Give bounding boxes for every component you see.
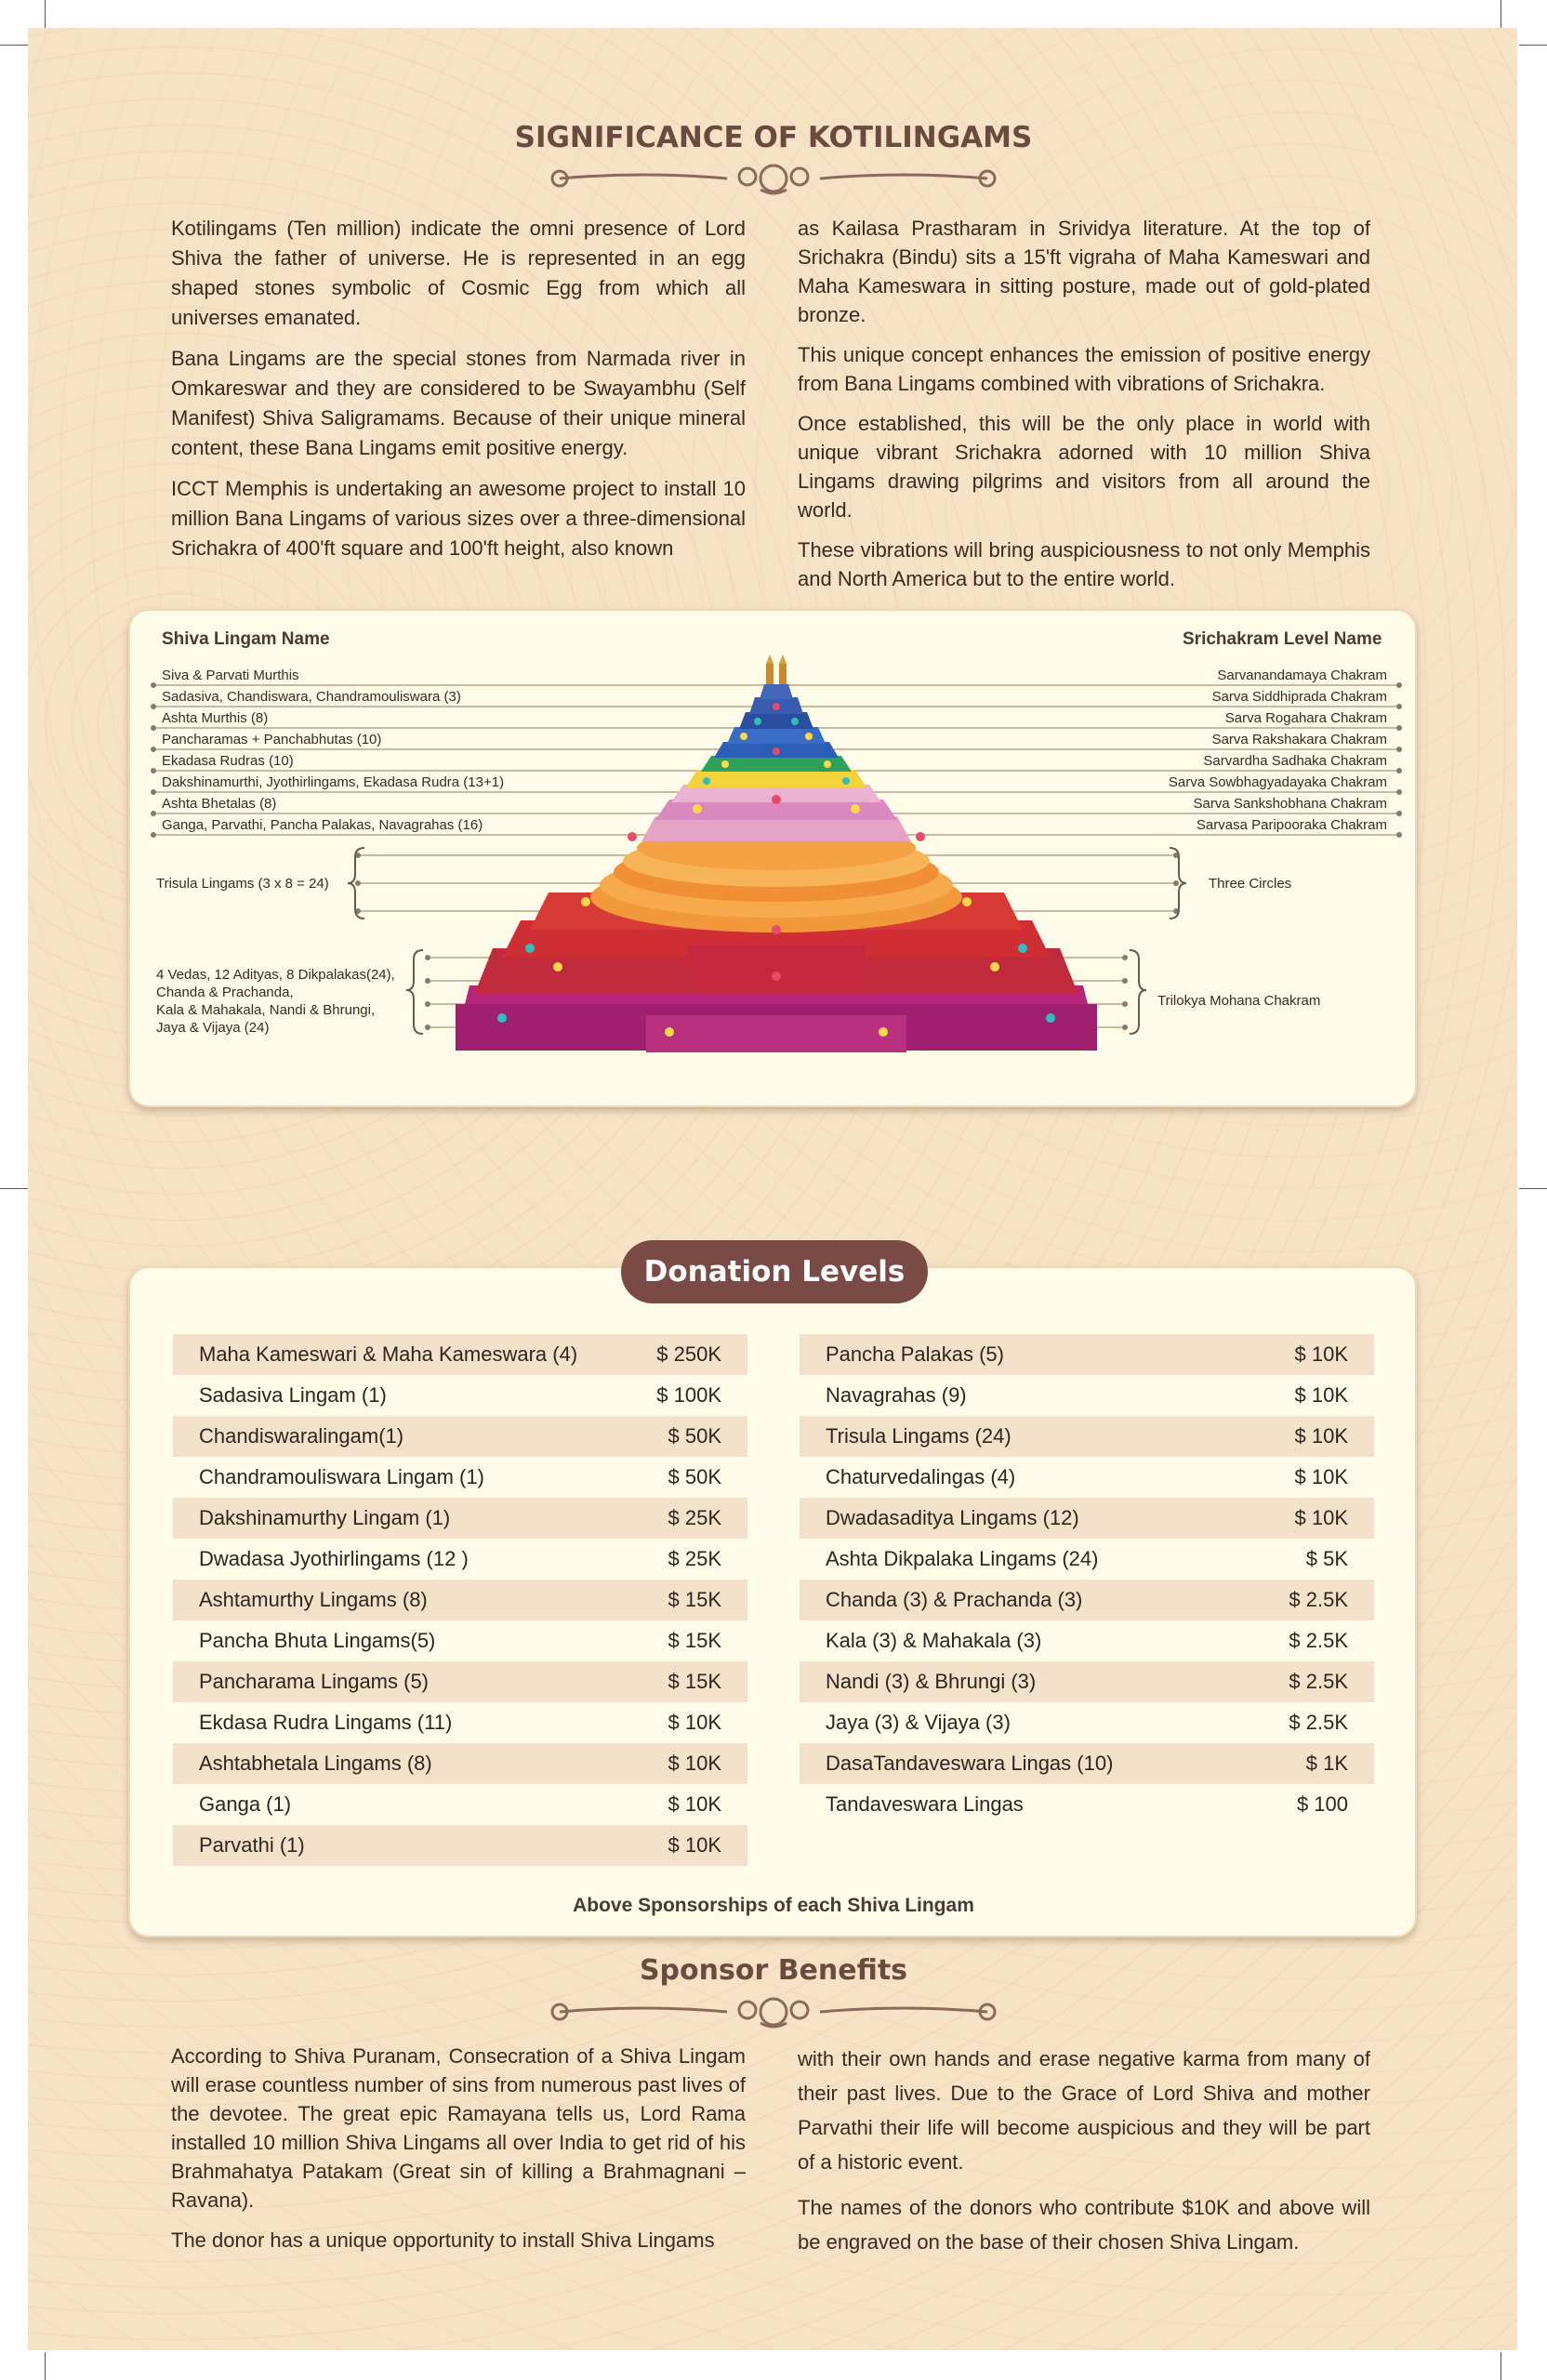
table-row <box>800 1416 1374 1457</box>
sponsorship-name: Ashta Dikpalaka Lingams (24) <box>826 1547 1099 1570</box>
sponsorship-amount: $ 25K <box>668 1547 721 1570</box>
sponsorship-name: Nandi (3) & Bhrungi (3) <box>826 1670 1037 1693</box>
base-lingams-line: Kala & Mahakala, Nandi & Bhrungi, <box>156 1002 376 1018</box>
sponsorship-name: Chandramouliswara Lingam (1) <box>199 1465 484 1488</box>
sponsorship-amount: $ 10K <box>1294 1465 1348 1488</box>
lingam-level-label: Sadasiva, Chandiswara, Chandramouliswara (3) <box>162 689 461 705</box>
lingam-level-label: Ashta Bhetalas (8) <box>162 796 277 812</box>
table-row <box>173 1661 747 1702</box>
sponsorship-amount: $ 15K <box>668 1629 721 1652</box>
srichakram-level-name-heading: Srichakram Level Name <box>1183 629 1382 649</box>
sponsorship-amount: $ 100 <box>1296 1792 1348 1816</box>
paragraph: Once established, this will be the only place in world with unique vibrant Srichakra adorned with 10 million Shiva Lingams drawing pilgrims and visitors from all around the world. <box>798 412 1370 522</box>
paragraph: as Kailasa Prastharam in Srividya literature. At the top of Srichakra (Bindu) sits a 15'ft vigraha of Maha Kameswari and Maha Kameswara in sitting posture, made out of gold-plated bronze. <box>798 217 1370 326</box>
table-row <box>173 1539 747 1580</box>
sponsorship-name: Ekdasa Rudra Lingams (11) <box>199 1711 453 1734</box>
shiva-lingam-name-heading: Shiva Lingam Name <box>162 629 330 649</box>
trilokya-mohana-label: Trilokya Mohana Chakram <box>1157 993 1321 1009</box>
crop-mark <box>1519 45 1547 46</box>
sponsorship-name: Dakshinamurthy Lingam (1) <box>199 1506 451 1529</box>
table-row <box>800 1620 1374 1661</box>
table-row <box>173 1580 747 1620</box>
paragraph: The names of the donors who contribute $10K and above will be engraved on the base of their chosen Shiva Lingam. <box>798 2196 1370 2254</box>
sponsorship-name: Ashtabhetala Lingams (8) <box>199 1752 432 1775</box>
sponsorship-name: Chanda (3) & Prachanda (3) <box>826 1588 1083 1611</box>
donation-table-left <box>173 1334 747 1866</box>
sponsorship-name: Trisula Lingams (24) <box>826 1424 1012 1448</box>
paragraph: This unique concept enhances the emission of positive energy from Bana Lingams combined with vibrations of Srichakra. <box>798 343 1370 395</box>
sponsorship-name: DasaTandaveswara Lingas (10) <box>826 1752 1114 1775</box>
sponsorship-name: Ashtamurthy Lingams (8) <box>199 1588 428 1611</box>
sponsorship-amount: $ 2.5K <box>1289 1629 1348 1652</box>
benefits-left-column <box>171 2042 746 2266</box>
sponsorship-name: Ganga (1) <box>199 1792 292 1816</box>
sponsorship-amount: $ 250K <box>656 1342 721 1366</box>
sponsorship-name: Pancharama Lingams (5) <box>199 1670 430 1693</box>
table-row <box>800 1743 1374 1784</box>
chakram-level-label: Sarvanandamaya Chakram <box>1217 668 1387 683</box>
sponsorship-amount: $ 10K <box>1294 1424 1348 1448</box>
sponsorship-amount: $ 50K <box>668 1465 721 1488</box>
table-row <box>173 1334 747 1375</box>
sponsorship-name: Dwadasaditya Lingams (12) <box>826 1506 1079 1529</box>
donation-levels-title: Donation Levels <box>621 1240 928 1303</box>
significance-right-column <box>798 214 1370 604</box>
sponsorship-amount: $ 1K <box>1305 1752 1348 1775</box>
table-row <box>173 1375 747 1416</box>
sponsorship-name: Jaya (3) & Vijaya (3) <box>826 1711 1011 1734</box>
sponsorship-footnote: Above Sponsorships of each Shiva Lingam <box>573 1895 974 1916</box>
lingam-level-label: Ganga, Parvathi, Pancha Palakas, Navagrahas (16) <box>162 817 483 833</box>
sponsorship-name: Kala (3) & Mahakala (3) <box>826 1629 1042 1652</box>
sponsorship-amount: $ 15K <box>668 1588 721 1611</box>
sponsorship-name: Navagrahas (9) <box>826 1383 967 1407</box>
table-row <box>800 1457 1374 1498</box>
table-row <box>800 1784 1374 1825</box>
sponsorship-name: Sadasiva Lingam (1) <box>199 1383 387 1407</box>
table-row <box>800 1539 1374 1580</box>
ornament-divider-icon <box>541 160 1006 197</box>
benefits-right-column <box>798 2042 1370 2270</box>
ornament-divider-icon <box>541 1993 1006 2030</box>
paragraph: Kotilingams (Ten million) indicate the omni presence of Lord Shiva the father of universe. He is represented in an egg shaped stones symbolic of Cosmic Egg from which all universes emanated. <box>171 217 746 329</box>
lingam-level-label: Pancharamas + Panchabhutas (10) <box>162 732 382 747</box>
paragraph: These vibrations will bring auspiciousness to not only Memphis and North America but to the entire world. <box>798 538 1370 590</box>
table-row <box>173 1743 747 1784</box>
sponsorship-amount: $ 2.5K <box>1289 1588 1348 1611</box>
table-row <box>173 1457 747 1498</box>
table-row <box>173 1702 747 1743</box>
table-row <box>173 1784 747 1825</box>
donation-table-right <box>800 1334 1374 1825</box>
paragraph: with their own hands and erase negative karma from many of their past lives. Due to the Grace of Lord Shiva and mother Parvathi their life will become auspicious and they will be part of a historic event. <box>798 2047 1370 2174</box>
sponsorship-amount: $ 2.5K <box>1289 1670 1348 1693</box>
sponsorship-name: Pancha Bhuta Lingams(5) <box>199 1629 436 1652</box>
paragraph: Bana Lingams are the special stones from Narmada river in Omkareswar and they are considered to be Swayambhu (Self Manifest) Shiva Saligramams. Because of their unique mineral content, these Bana Lingams emit positive energy. <box>171 347 746 459</box>
three-circles-label: Three Circles <box>1209 876 1292 892</box>
chakram-level-label: Sarva Rogahara Chakram <box>1224 710 1387 726</box>
sponsorship-name: Chandiswaralingam(1) <box>199 1424 404 1448</box>
sponsorship-amount: $ 10K <box>668 1752 721 1775</box>
crop-mark <box>0 45 28 46</box>
base-lingams-line: Jaya & Vijaya (24) <box>156 1020 270 1036</box>
table-row <box>800 1498 1374 1539</box>
base-lingams-line: Chanda & Prachanda, <box>156 985 294 1000</box>
sponsor-benefits-title: Sponsor Benefits <box>639 1954 908 1987</box>
lingam-level-label: Ekadasa Rudras (10) <box>162 753 294 769</box>
sponsorship-amount: $ 10K <box>1294 1342 1348 1366</box>
crop-mark <box>0 1188 28 1189</box>
sponsorship-name: Dwadasa Jyothirlingams (12 ) <box>199 1547 469 1570</box>
table-row <box>173 1416 747 1457</box>
sponsorship-amount: $ 15K <box>668 1670 721 1693</box>
sponsorship-name: Pancha Palakas (5) <box>826 1342 1004 1366</box>
table-row <box>800 1702 1374 1743</box>
paragraph: ICCT Memphis is undertaking an awesome project to install 10 million Bana Lingams of various sizes over a three-dimensional Srichakra of 400'ft square and 100'ft height, also known <box>171 477 746 560</box>
crop-mark <box>1519 1188 1547 1189</box>
lingam-level-label: Siva & Parvati Murthis <box>162 668 299 683</box>
sponsorship-amount: $ 10K <box>668 1833 721 1857</box>
table-row <box>800 1334 1374 1375</box>
table-row <box>173 1825 747 1866</box>
trisula-lingams-label: Trisula Lingams (3 x 8 = 24) <box>156 876 329 892</box>
sponsorship-amount: $ 10K <box>668 1711 721 1734</box>
significance-left-column <box>171 214 746 575</box>
table-row <box>800 1661 1374 1702</box>
paragraph: The donor has a unique opportunity to install Shiva Lingams <box>171 2228 715 2252</box>
chakram-level-label: Sarva Sankshobhana Chakram <box>1193 796 1387 812</box>
chakram-level-label: Sarva Sowbhagyadayaka Chakram <box>1168 774 1387 790</box>
table-row <box>173 1620 747 1661</box>
sponsorship-amount: $ 25K <box>668 1506 721 1529</box>
sponsorship-amount: $ 100K <box>656 1383 721 1407</box>
base-lingams-line: 4 Vedas, 12 Adityas, 8 Dikpalakas(24), <box>156 967 395 983</box>
sponsorship-amount: $ 50K <box>668 1424 721 1448</box>
paragraph: According to Shiva Puranam, Consecration of a Shiva Lingam will erase countless number of sins from numerous past lives of the devotee. The great epic Ramayana tells us, Lord Rama installed 10 million Shiva Lingams all over India to get rid of his Brahmahatya Patakam (Great sin of killing a Brahmagnani – Ravana). <box>171 2044 746 2212</box>
sponsorship-amount: $ 10K <box>1294 1383 1348 1407</box>
chakram-level-label: Sarvasa Paripooraka Chakram <box>1196 817 1387 833</box>
chakram-level-label: Sarva Rakshakara Chakram <box>1211 732 1387 747</box>
table-row <box>800 1580 1374 1620</box>
sponsorship-amount: $ 2.5K <box>1289 1711 1348 1734</box>
base-lingams-label <box>156 966 426 1037</box>
sponsorship-name: Tandaveswara Lingas <box>826 1792 1024 1816</box>
table-row <box>800 1375 1374 1416</box>
sponsorship-amount: $ 10K <box>1294 1506 1348 1529</box>
sponsorship-name: Maha Kameswari & Maha Kameswara (4) <box>199 1342 578 1366</box>
crop-mark <box>45 2352 46 2380</box>
crop-mark <box>45 0 46 28</box>
sponsorship-amount: $ 10K <box>668 1792 721 1816</box>
lingam-level-label: Dakshinamurthi, Jyothirlingams, Ekadasa Rudra (13+1) <box>162 774 505 790</box>
sponsorship-amount: $ 5K <box>1305 1547 1348 1570</box>
sponsorship-name: Chaturvedalingas (4) <box>826 1465 1016 1488</box>
sponsorship-name: Parvathi (1) <box>199 1833 305 1857</box>
table-row <box>173 1498 747 1539</box>
lingam-level-label: Ashta Murthis (8) <box>162 710 269 726</box>
chakram-level-label: Sarva Siddhiprada Chakram <box>1211 689 1387 705</box>
chakram-level-label: Sarvardha Sadhaka Chakram <box>1203 753 1387 769</box>
significance-title: SIGNIFICANCE OF KOTILINGAMS <box>514 121 1033 154</box>
